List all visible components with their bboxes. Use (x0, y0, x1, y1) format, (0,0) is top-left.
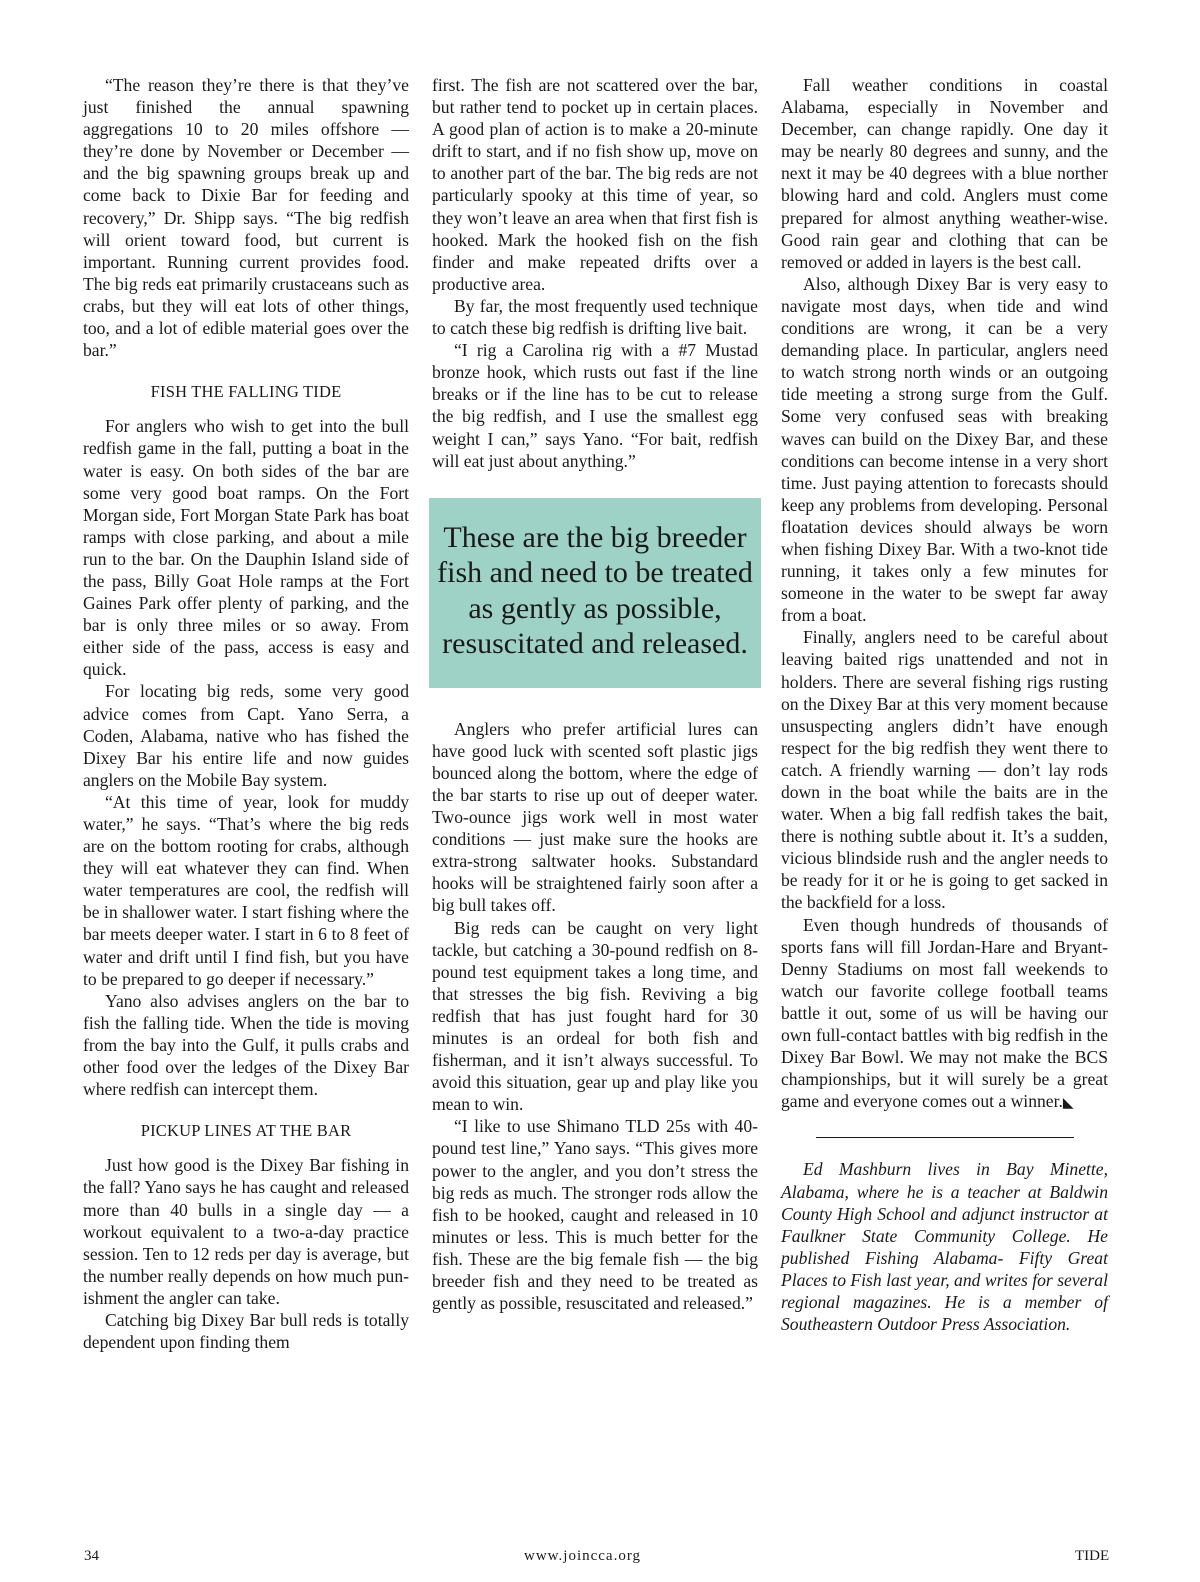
paragraph-final (781, 914, 1108, 1116)
paragraph: “I rig a Carolina rig with a #7 Mustad bronze hook, which rusts out fast if the line breaks or if the line has to be cut to release the big redfish, and I use the smallest egg weight I can,” says Yano. “For bait, redfish will eat just about anything.” (432, 340, 758, 471)
paragraph: “At this time of year, look for muddy water,” he says. “That’s where the big reds are on the bottom rooting for crabs, although they will eat whatever they can find. When water temperatures are cool, the redfish will be in shallower water. I start fishing where the bar meets deeper water. I start in 6 to 8 feet of water and drift until I find fish, but you have to be prepared to go deeper if necessary.” (83, 791, 409, 989)
pull-quote: These are the big breeder fish and need to be treated as gently as possible, resuscitated and released. (429, 498, 761, 688)
paragraph: Anglers who prefer artificial lures can have good luck with scented soft plastic jigs bounced along the bottom, where the edge of the bar starts to rise up out of deeper water. Two-ounce jigs work well in most water conditions — just make sure the hooks are extra-strong saltwater hooks. Substandard hooks will be straightened fairly soon after a big bull takes off. (432, 718, 758, 916)
paragraph: “I like to use Shimano TLD 25s with 40-pound test line,” Yano says. “This gives more power to the angler, and you don’t stress the big reds as much. The stronger rods allow the fish to be hooked, caught and released in 10 minutes or less. This is much better for the fish. These are the big female fish — the big breeder fish and they need to be treated as gently as possible, resuscitated and released.” (432, 1116, 758, 1314)
paragraph-final-text: Even though hundreds of thousands of sports fans will fill Jordan-Hare and Bryant-Denny Stadiums on most fall weekends to watch our favorite college football teams battle it out, some of us will be having our own full-contact battles with big redfish in the Dixey Bar Bowl. We may not make the BCS championships, but it will surely be a great game and everyone comes out a winner. (781, 914, 1108, 1112)
paragraph: “The reason they’re there is that they’ve just finished the annual spawning aggregations 10 to 20 miles offshore — they’re done by November or December — and the big spawning groups break up and come back to Dixie Bar for feeding and recovery,” Dr. Shipp says. “The big redfish will orient toward food, but current is important. Running current provides food. The big reds eat primarily crustaceans such as crabs, but they will eat lots of other things, too, and a lot of edible material goes over the bar.” (83, 75, 409, 361)
paragraph: For locating big reds, some very good advice comes from Capt. Yano Serra, a Coden, Alabama, native who has fished the Dixey Bar his entire life and now guides anglers on the Mobile Bay system. (83, 681, 409, 790)
section-heading-pickup-lines: PICKUP LINES AT THE BAR (140, 1121, 352, 1141)
paragraph: By far, the most frequently used technique to catch these big redfish is drifting live bait. (432, 295, 758, 339)
column-right (781, 74, 1108, 1335)
magazine-name: TIDE (1075, 1548, 1110, 1564)
author-bio: Ed Mashburn lives in Bay Minette, Alabama, where he is a teacher at Baldwin County High School and adjunct instructor at Faulkner State Community College. He published Fishing Alabama- Fifty Great Places to Fish last year, and writes for several regional magazines. He is a member of Southeastern Outdoor Press Association. (781, 1159, 1108, 1335)
section-heading-fish-the-falling-tide: FISH THE FALLING TIDE (150, 382, 342, 402)
paragraph: For anglers who wish to get into the bull redfish game in the fall, putting a boat in the water is easy. On both sides of the bar are some very good boat ramps. On the Fort Morgan side, Fort Morgan State Park has boat ramps with close parking, and about a mile run to the bar. On the Dauphin Island side of the pass, Billy Goat Hole ramps at the Fort Gaines Park offer plenty of parking, and the bar is only three miles or so away. From either side of the pass, access is easy and quick. (83, 416, 409, 680)
paragraph: Also, although Dixey Bar is very easy to navigate most days, when tide and wind conditions are wrong, it can be a very demanding place. In particular, anglers need to watch strong north winds or an outgoing tide meeting a strong surge from the Gulf. Some very confused seas with breaking waves can build on the Dixey Bar, and these conditions can become intense in a very short time. Just paying attention to forecasts should keep any problems from developing. Personal floatation devices should always be worn when fishing Dixey Bar. With a two-knot tide running, it takes only a few minutes for someone in the water to be swept far away from a boat. (781, 273, 1108, 626)
paragraph: first. The fish are not scattered over the bar, but rather tend to pocket up in certain places. A good plan of action is to make a 20-minute drift to start, and if no fish show up, move on to another part of the bar. The big reds are not particularly spooky at this time of year, so they won’t leave an area when that first fish is hooked. Mark the hooked fish on the fish finder and make repeated drifts over a productive area. (432, 75, 758, 294)
column-middle (432, 74, 758, 1314)
paragraph: Fall weather conditions in coastal Alabama, especially in November and December, can change rapidly. One day it may be nearly 80 degrees and sunny, and the next it may be 40 degrees with a blue norther blowing hard and cold. Anglers must come prepared for almost anything weather-wise. Good rain gear and clothing that can be removed or added in layers is the best call. (781, 75, 1108, 272)
page-number: 34 (84, 1548, 99, 1564)
paragraph: Yano also advises anglers on the bar to fish the falling tide. When the tide is moving from the bay into the Gulf, it pulls crabs and other food over the ledges of the Dixey Bar where redfish can intercept them. (83, 990, 409, 1100)
footer-url: www.joincca.org (524, 1548, 642, 1564)
column-left (83, 74, 409, 1353)
paragraph: Big reds can be caught on very light tackle, but catching a 30-pound redfish on 8-pound test equipment takes a long time, and that stresses the big fish. Reviving a big redfish that has just fought hard for 30 minutes is an ordeal for both fish and fisherman, and it isn’t always successful. To avoid this situation, gear up and play like you mean to win. (432, 917, 758, 1115)
paragraph: Finally, anglers need to be careful about leaving baited rigs unattended and not in holders. There are several fishing rigs rusting on the Dixey Bar at this very moment because unsuspecting anglers didn’t have enough respect for the big redfish they went there to catch. A friendly warning — don’t lay rods down in the boat while the baits are in the water. When a big fall redfish takes the bait, there is nothing subtle about it. It’s a sudden, vicious blindside rush and the angler needs to be ready for it or he is going to get sacked in the backfield for a loss. (781, 627, 1108, 913)
paragraph: Just how good is the Dixey Bar fishing in the fall? Yano says he has caught and released more than 40 bulls in a single day — a workout equivalent to a two-a-day practice session. Ten to 12 reds per day is average, but the number really depends on how much punishment the angler can take. (83, 1155, 409, 1308)
divider-rule (816, 1137, 1074, 1138)
paragraph: Catching big Dixey Bar bull reds is totally dependent upon finding them (83, 1309, 409, 1353)
end-mark-icon: ◣ (1062, 1096, 1074, 1112)
